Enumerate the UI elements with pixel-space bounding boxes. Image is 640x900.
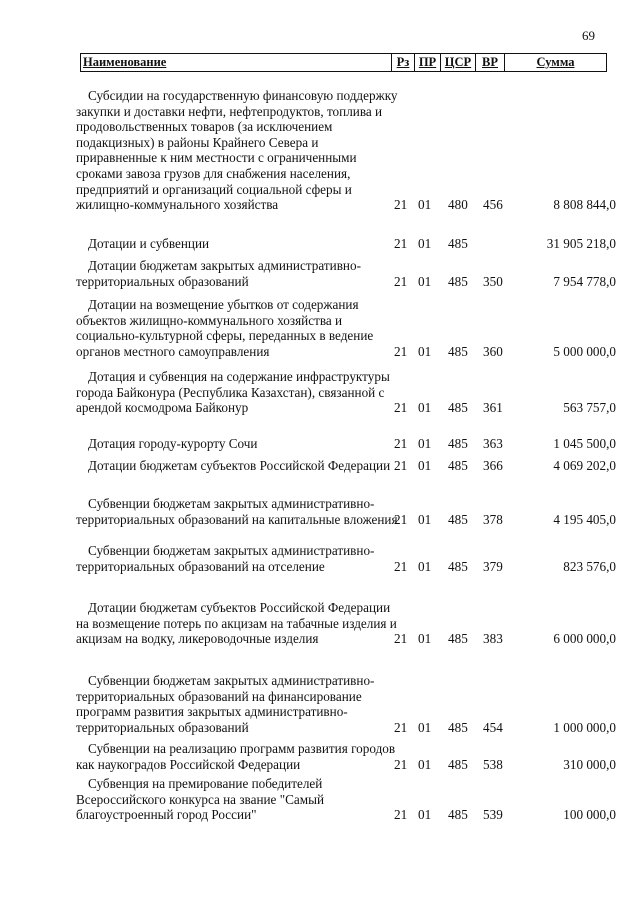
row-pr: 01 [418, 197, 432, 213]
row-rz: 21 [394, 631, 408, 647]
row-name: Дотации бюджетам субъектов Российской Федерации на возмещение потерь по акцизам на табачные изделия и акцизам на водку, ликероводочные изделия [76, 600, 397, 647]
row-sum: 8 808 844,0 [553, 197, 616, 213]
row-rz: 21 [394, 197, 408, 213]
row-csr: 485 [448, 719, 468, 735]
row-name: Дотации бюджетам закрытых административно-территориальных образований [76, 258, 361, 289]
row-rz: 21 [394, 719, 408, 735]
row-csr: 485 [448, 807, 468, 823]
row-rz: 21 [394, 558, 408, 574]
row-sum: 31 905 218,0 [546, 236, 616, 251]
row-rz: 21 [394, 343, 408, 359]
row-vr: 456 [483, 197, 503, 213]
row-name: Дотации и субвенции [88, 236, 210, 251]
row-name: Дотации на возмещение убытков от содержания объектов жилищно-коммунального хозяйства и социально-культурной сферы, переданных в ведение органов местного самоуправления [76, 297, 374, 359]
header-name: Наименование [81, 54, 392, 71]
table-row [76, 673, 616, 735]
row-csr: 480 [448, 197, 468, 213]
row-vr: 379 [483, 558, 503, 574]
row-csr: 485 [448, 343, 468, 359]
row-vr: 538 [483, 756, 503, 772]
row-pr: 01 [418, 756, 432, 772]
row-sum: 4 195 405,0 [553, 511, 616, 527]
row-sum: 310 000,0 [563, 756, 616, 772]
row-csr: 485 [448, 273, 468, 289]
row-sum: 1 045 500,0 [553, 436, 616, 451]
row-vr: 383 [483, 631, 503, 647]
row-name: Субсидии на государственную финансовую поддержку закупки и доставки нефти, нефтепродуктов, топлива и продовольственных товаров (за исключением подакцизных) в районы Крайнего Севера и приравненные к ним местности с ограниченными сроками завоза грузов для снабжения населения, предприятий и организаций социальной сферы и жилищно-коммунального хозяйства [76, 88, 398, 213]
row-name: Субвенции бюджетам закрытых административно-территориальных образований на отселение [76, 543, 375, 574]
row-pr: 01 [418, 558, 432, 574]
table-row [76, 297, 616, 359]
row-vr: 539 [483, 807, 503, 823]
row-pr: 01 [418, 400, 432, 416]
row-pr: 01 [418, 273, 432, 289]
row-rz: 21 [394, 756, 408, 772]
row-pr: 01 [418, 436, 432, 451]
row-pr: 01 [418, 631, 432, 647]
row-rz: 21 [394, 511, 408, 527]
table-row [76, 436, 616, 452]
row-rz: 21 [394, 458, 408, 473]
row-rz: 21 [394, 400, 408, 416]
table-row [76, 369, 616, 416]
row-sum: 4 069 202,0 [553, 458, 616, 473]
row-csr: 485 [448, 511, 468, 527]
row-vr: 454 [483, 719, 503, 735]
row-sum: 823 576,0 [563, 558, 616, 574]
table-row [76, 543, 616, 574]
row-vr: 350 [483, 273, 503, 289]
row-sum: 100 000,0 [563, 807, 616, 823]
row-csr: 485 [448, 756, 468, 772]
table-row [76, 600, 616, 647]
row-name: Дотация городу-курорту Сочи [88, 436, 258, 451]
row-rz: 21 [394, 273, 408, 289]
table-header [80, 53, 607, 72]
row-csr: 485 [448, 436, 468, 451]
row-pr: 01 [418, 807, 432, 823]
row-sum: 5 000 000,0 [553, 343, 616, 359]
table-row [76, 776, 616, 823]
table-row [76, 236, 616, 252]
table-row [76, 741, 616, 772]
row-pr: 01 [418, 236, 432, 251]
header-vr: ВР [476, 54, 505, 71]
row-name: Дотация и субвенция на содержание инфраструктуры города Байконура (Республика Казахстан), связанной с арендой космодрома Байконур [76, 369, 390, 416]
row-pr: 01 [418, 458, 432, 473]
row-vr: 366 [483, 458, 503, 473]
row-rz: 21 [394, 236, 408, 251]
row-vr: 363 [483, 436, 503, 451]
row-rz: 21 [394, 807, 408, 823]
row-csr: 485 [448, 400, 468, 416]
header-rz: Рз [392, 54, 415, 71]
row-csr: 485 [448, 458, 468, 473]
row-name: Субвенции бюджетам закрытых административно-территориальных образований на финансирование программ развития закрытых административно-территориальных образований [76, 673, 375, 735]
page-number: 69 [582, 28, 595, 43]
table-row [76, 88, 616, 213]
row-vr: 361 [483, 400, 503, 416]
row-pr: 01 [418, 719, 432, 735]
row-pr: 01 [418, 511, 432, 527]
row-sum: 6 000 000,0 [553, 631, 616, 647]
table-row [76, 258, 616, 289]
row-vr: 360 [483, 343, 503, 359]
header-pr: ПР [415, 54, 441, 71]
row-sum: 7 954 778,0 [553, 273, 616, 289]
row-name: Субвенция на премирование победителей Всероссийского конкурса на звание "Самый благоустроенный город России" [76, 776, 324, 823]
row-name: Дотации бюджетам субъектов Российской Федерации [88, 458, 391, 473]
row-csr: 485 [448, 631, 468, 647]
header-sum: Сумма [536, 55, 575, 69]
row-csr: 485 [448, 236, 468, 251]
header-csr: ЦСР [441, 54, 476, 71]
row-vr: 378 [483, 511, 503, 527]
table-row [76, 458, 616, 474]
row-rz: 21 [394, 436, 408, 451]
row-sum: 563 757,0 [563, 400, 616, 416]
row-name: Субвенции бюджетам закрытых административно-территориальных образований на капитальные вложения [76, 496, 398, 527]
table-row [76, 496, 616, 527]
row-name: Субвенции на реализацию программ развития городов как наукоградов Российской Федерации [76, 741, 396, 772]
row-csr: 485 [448, 558, 468, 574]
row-pr: 01 [418, 343, 432, 359]
row-sum: 1 000 000,0 [553, 719, 616, 735]
